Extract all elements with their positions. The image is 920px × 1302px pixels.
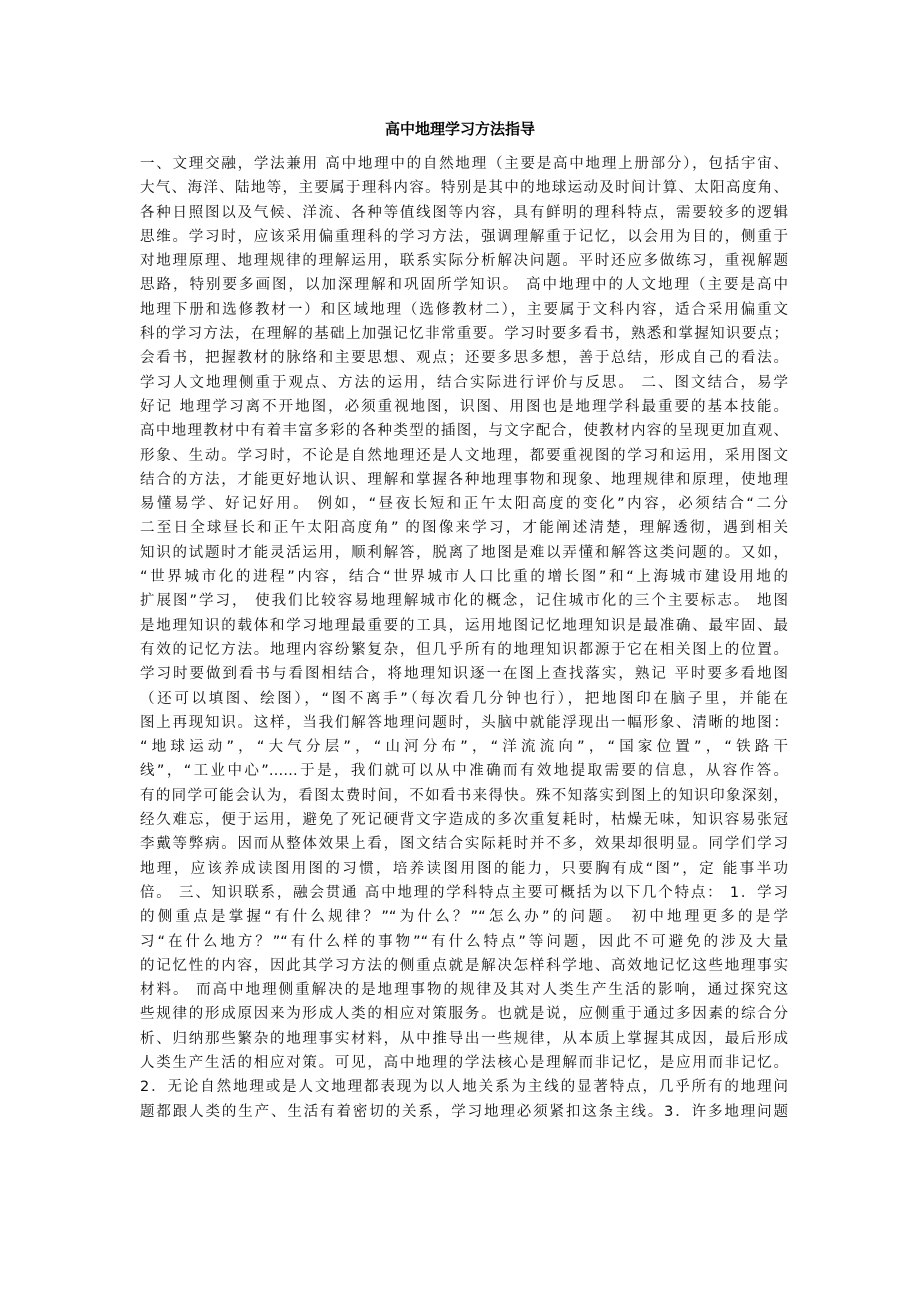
- text-line: “世界城市化的进程”内容，结合“世界城市人口比重的增长图”和“上海城市建设用地的: [140, 569, 788, 586]
- text-line: 科的学习方法，在理解的基础上加强记忆非常重要。学习时要多看书，熟悉和掌握知识要点；: [140, 326, 788, 343]
- text-line: 扩展图”学习， 使我们比较容易地理解城市化的概念，记住城市化的三个主要标志。 地图: [140, 593, 788, 610]
- text-line: 大气、海洋、陆地等，主要属于理科内容。特别是其中的地球运动及时间计算、太阳高度角、: [140, 180, 788, 197]
- text-line: 是地理知识的载体和学习地理最重要的工具，运用地图记忆地理知识是最准确、最牢固、最: [140, 617, 788, 634]
- text-line: 二至日全球昼长和正午太阳高度角” 的图像来学习，才能阐述清楚，理解透彻，遇到相关: [140, 520, 788, 537]
- text-line: 线”，“工业中心”……于是，我们就可以从中准确而有效地提取需要的信息，从容作答。: [140, 763, 788, 780]
- document-title: 高中地理学习方法指导: [384, 120, 535, 138]
- text-line: 人类生产生活的相应对策。可见，高中地理的学法核心是理解而非记忆，是应用而非记忆。: [140, 1054, 788, 1071]
- text-line: 对地理原理、地理规律的理解运用，联系实际分析解决问题。平时还应多做练习，重视解题: [140, 253, 788, 270]
- text-line: 的侧重点是掌握“有什么规律？”“为什么？”“怎么办”的问题。 初中地理更多的是学: [140, 909, 788, 926]
- text-line: 有效的记忆方法。地理内容纷繁复杂，但几乎所有的地理知识都源于它在相关图上的位置。: [140, 641, 788, 658]
- text-line: 地理下册和选修教材一）和区域地理（选修教材二），主要属于文科内容，适合采用偏重文: [140, 301, 788, 318]
- text-line: 形象、生动。学习时，不论是自然地理还是人文地理，都要重视图的学习和运用，采用图文: [140, 447, 788, 464]
- text-line: 易懂易学、好记好用。 例如，“昼夜长短和正午太阳高度的变化”内容，必须结合“二分: [140, 496, 788, 513]
- text-line: 李戴等弊病。因而从整体效果上看，图文结合实际耗时并不多，效果却很明显。同学们学习: [140, 836, 788, 853]
- text-line: 思维。学习时，应该采用偏重理科的学习方法，强调理解重于记忆，以会用为目的，侧重于: [140, 228, 788, 245]
- text-line: 图上再现知识。这样，当我们解答地理问题时，头脑中就能浮现出一幅形象、清晰的地图：: [140, 714, 788, 731]
- text-line: 各种日照图以及气候、洋流、各种等值线图等内容，具有鲜明的理科特点，需要较多的逻辑: [140, 204, 788, 221]
- text-line: 析、归纳那些繁杂的地理事实材料，从中推导出一些规律，从本质上掌握其成因，最后形成: [140, 1030, 788, 1047]
- text-line: “地球运动”，“大气分层”，“山河分布”，“洋流流向”，“国家位置”，“铁路干: [140, 739, 788, 756]
- text-line: 材料。 而高中地理侧重解决的是地理事物的规律及其对人类生产生活的影响，通过探究这: [140, 982, 788, 999]
- text-line: 高中地理教材中有着丰富多彩的各种类型的插图，与文字配合，使教材内容的呈现更加直观、: [140, 423, 788, 440]
- text-line: 学习时要做到看书与看图相结合，将地理知识逐一在图上查找落实，熟记 平时要多看地图: [140, 666, 788, 683]
- text-line: 经久难忘，便于运用，避免了死记硬背文字造成的多次重复耗时，枯燥无味，知识容易张冠: [140, 812, 788, 829]
- document-body: [140, 152, 788, 1124]
- text-line: 知识的试题时才能灵活运用，顺利解答，脱离了地图是难以弄懂和解答这类问题的。又如，: [140, 544, 788, 561]
- text-line: 题都跟人类的生产、生活有着密切的关系，学习地理必须紧扣这条主线。3．许多地理问题: [140, 1103, 788, 1120]
- text-line: 一、文理交融，学法兼用 高中地理中的自然地理（主要是高中地理上册部分），包括宇宙、: [140, 156, 788, 172]
- text-line: 有的同学可能会认为，看图太费时间，不如看书来得快。殊不知落实到图上的知识印象深刻，: [140, 787, 788, 804]
- text-line: 倍。 三、知识联系，融会贯通 高中地理的学科特点主要可概括为以下几个特点： 1．学习: [140, 884, 788, 901]
- text-line: 2．无论自然地理或是人文地理都表现为以人地关系为主线的显著特点，几乎所有的地理问: [140, 1079, 788, 1096]
- text-line: 思路，特别要多画图，以加深理解和巩固所学知识。 高中地理中的人文地理（主要是高中: [140, 277, 788, 294]
- text-line: 学习人文地理侧重于观点、方法的运用，结合实际进行评价与反思。 二、图文结合，易学: [140, 374, 788, 391]
- text-line: 好记 地理学习离不开地图，必须重视地图，识图、用图也是地理学科最重要的基本技能。: [140, 398, 788, 415]
- text-line: 地理，应该养成读图用图的习惯，培养读图用图的能力，只要胸有成“图”，定 能事半功: [140, 860, 788, 877]
- text-line: 结合的方法，才能更好地认识、理解和掌握各种地理事物和现象、地理规律和原理，使地理: [140, 471, 788, 488]
- text-line: 习“在什么地方？”“有什么样的事物”“有什么特点”等问题，因此不可避免的涉及大量: [140, 933, 788, 950]
- text-line: 些规律的形成原因来为形成人类的相应对策服务。也就是说，应侧重于通过多因素的综合分: [140, 1006, 788, 1023]
- text-line: 的记忆性的内容，因此其学习方法的侧重点就是解决怎样科学地、高效地记忆这些地理事实: [140, 957, 788, 974]
- text-line: （还可以填图、绘图），“图不离手”（每次看几分钟也行），把地图印在脑子里，并能在: [140, 690, 788, 707]
- text-line: 会看书，把握教材的脉络和主要思想、观点；还要多思多想，善于总结，形成自己的看法。: [140, 350, 788, 367]
